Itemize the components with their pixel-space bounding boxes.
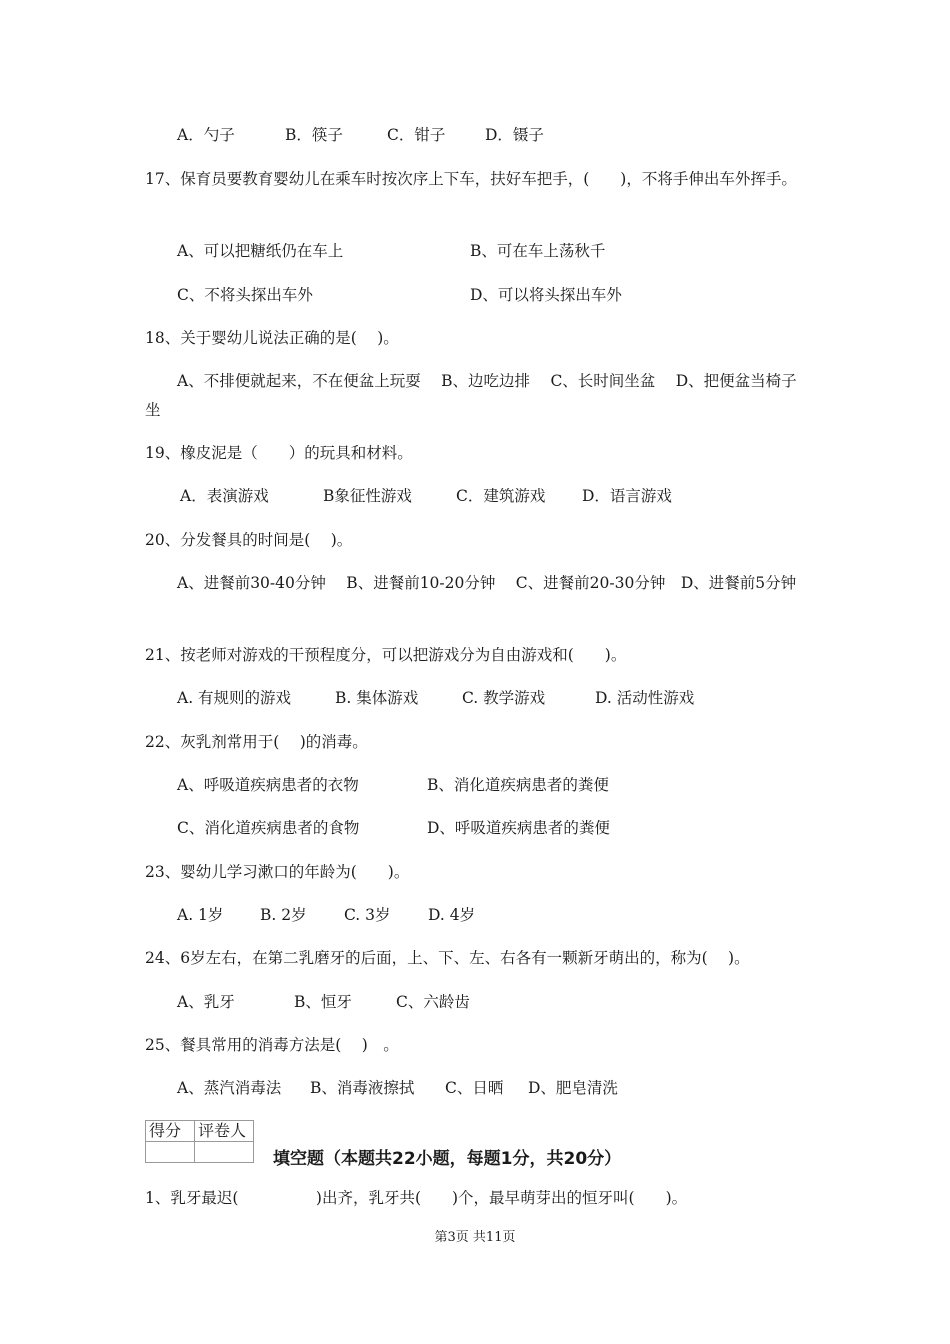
- section-title: 填空题（本题共22小题，每题1分，共20分）: [273, 1149, 622, 1169]
- grader-label: 评卷人: [195, 1121, 254, 1142]
- question-24-stem: 24、6岁左右，在第二乳磨牙的后面，上、下、左、右各有一颗新牙萌出的，称为( )。: [145, 949, 750, 967]
- option-d: D、肥皂清洗: [528, 1079, 618, 1097]
- option-a: A. 有规则的游戏: [177, 689, 292, 707]
- score-cell: [146, 1142, 195, 1163]
- question-18-options: A、不排便就起来，不在便盆上玩耍 B、边吃边排 C、长时间坐盆 D、把便盆当椅子坐: [145, 372, 797, 419]
- option-c: C、不将头探出车外: [177, 286, 313, 304]
- option-a: A、乳牙: [177, 993, 235, 1011]
- question-19-stem: 19、橡皮泥是（ ）的玩具和材料。: [145, 444, 413, 462]
- option-b: B、消毒液擦拭: [310, 1079, 415, 1097]
- option-c: C．建筑游戏: [456, 487, 546, 505]
- option-a: A. 1岁: [177, 906, 224, 924]
- fill-blank-question-1: 1、乳牙最迟( )出齐，乳牙共( )个，最早萌芽出的恒牙叫( )。: [145, 1189, 688, 1207]
- question-17-stem: 17、保育员要教育婴幼儿在乘车时按次序上下车，扶好车把手，( )，不将手伸出车外挥手。: [145, 170, 797, 188]
- option-b: B、恒牙: [294, 993, 352, 1011]
- option-b: B. 集体游戏: [335, 689, 419, 707]
- question-21-stem: 21、按老师对游戏的干预程度分，可以把游戏分为自由游戏和( )。: [145, 646, 627, 664]
- question-25-stem: 25、餐具常用的消毒方法是( ) 。: [145, 1036, 399, 1054]
- option-c: C、六龄齿: [396, 993, 470, 1011]
- page-footer: 第3页 共11页: [434, 1230, 516, 1245]
- question-18-stem: 18、关于婴幼儿说法正确的是( )。: [145, 329, 399, 347]
- question-22-stem: 22、灰乳剂常用于( )的消毒。: [145, 733, 368, 751]
- option-a: A、呼吸道疾病患者的衣物: [177, 776, 359, 794]
- option-b: B、可在车上荡秋千: [470, 242, 606, 260]
- option-c: C. 教学游戏: [462, 689, 546, 707]
- option-d: D．语言游戏: [582, 487, 672, 505]
- option-b: B．筷子: [285, 126, 343, 144]
- option-a: A、蒸汽消毒法: [177, 1079, 282, 1097]
- option-b: B. 2岁: [260, 906, 307, 924]
- question-23-stem: 23、婴幼儿学习漱口的年龄为( )。: [145, 863, 410, 881]
- grader-cell: [195, 1142, 254, 1163]
- option-c: C、日晒: [445, 1079, 504, 1097]
- option-b: B、消化道疾病患者的粪便: [427, 776, 609, 794]
- score-box: [145, 1120, 254, 1163]
- question-20-options: A、进餐前30-40分钟 B、进餐前10-20分钟 C、进餐前20-30分钟 D、进餐前5分钟: [177, 574, 797, 592]
- option-d: D. 4岁: [428, 906, 476, 924]
- option-d: D、呼吸道疾病患者的粪便: [427, 819, 610, 837]
- option-d: D. 活动性游戏: [595, 689, 695, 707]
- option-c: C. 3岁: [344, 906, 391, 924]
- option-a: A．勺子: [177, 126, 235, 144]
- question-20-stem: 20、分发餐具的时间是( )。: [145, 531, 353, 549]
- option-c: C．钳子: [387, 126, 446, 144]
- option-d: D．镊子: [485, 126, 544, 144]
- option-c: C、消化道疾病患者的食物: [177, 819, 360, 837]
- option-b: B象征性游戏: [323, 487, 412, 505]
- option-a: A．表演游戏: [180, 487, 269, 505]
- score-label: 得分: [146, 1121, 195, 1142]
- option-a: A、可以把糖纸仍在车上: [177, 242, 344, 260]
- option-d: D、可以将头探出车外: [470, 286, 622, 304]
